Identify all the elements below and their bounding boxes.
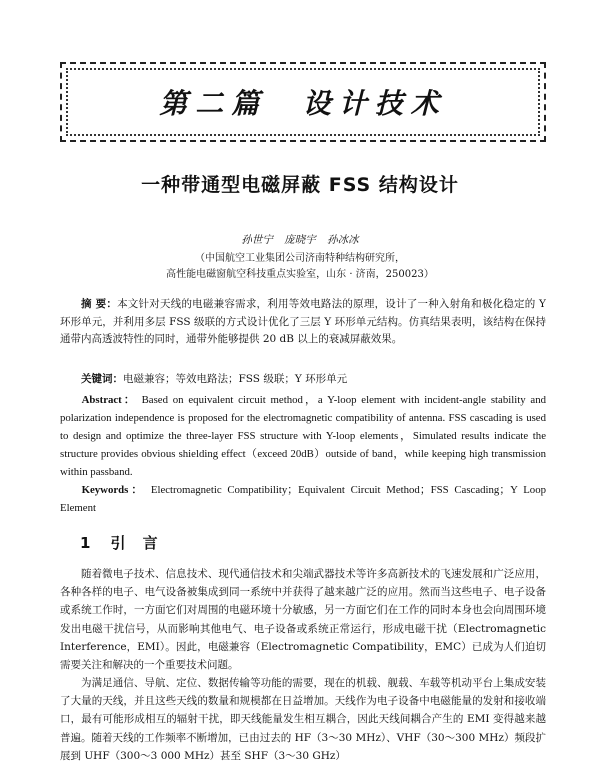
part-banner — [60, 62, 546, 142]
affiliation-line-2: 高性能电磁窗航空科技重点实验室，山东 · 济南，250023） — [166, 269, 434, 280]
abstract-en-text: Based on equivalent circuit method，a Y-loop element with incident-angle stability and polarization independence is proposed for the electromagnetic compatibility of antenna. FSS cascading is used to design and optimize the three-layer FSS structure with Y-loop elements，Simulated results indicate the structure provides obvious shielding effect（exceed 20dB）outside of band，while keeping high transmission within passband. — [60, 394, 547, 478]
section-title: 引 言 — [110, 534, 164, 552]
keywords-en-label: Keywords： — [81, 484, 146, 496]
part-banner-frame — [66, 68, 540, 136]
abstract-cn — [60, 296, 546, 349]
keywords-en-text: Electromagnetic Compatibility；Equivalent Circuit Method；FSS Cascading；Y Loop Element — [60, 484, 546, 514]
keywords-cn — [60, 371, 546, 389]
keywords-cn-text: 电磁兼容；等效电路法；FSS 级联；Y 环形单元 — [123, 373, 348, 385]
paper-title: 一种带通型电磁屏蔽 FSS 结构设计 — [141, 174, 459, 196]
abstract-en — [60, 391, 546, 481]
section-number: 1 — [80, 534, 97, 552]
body-paragraph-1: 随着微电子技术、信息技术、现代通信技术和尖端武器技术等许多高新技术的飞速发展和广泛应用，各种各样的电子、电气设备被集成到同一系统中并获得了越来越广泛的应用。然而当这些电子、电子设备或系统工作时，一方面它们对周围的电磁环境十分敏感，另一方面它们在工作的同时本身也会向周围环境发出电磁干扰信号，从而影响其他电气、电子设备或系统正常运行，形成电磁干扰（Electromagnetic Interference，EMI）。因此，电磁兼容（Electromagnetic Compatibility，EMC）已成为人们迫切需要关注和解决的一个重要技术问题。 — [60, 568, 546, 672]
part-title: 第二篇 设计技术 — [159, 87, 447, 120]
abstract-cn-label: 摘 要： — [81, 298, 118, 310]
abstract-en-label: Abstract： — [81, 394, 137, 406]
keywords-en — [60, 482, 546, 517]
affiliation-line-1: （中国航空工业集团公司济南特种结构研究所， — [195, 253, 405, 264]
keywords-cn-label: 关键词： — [81, 373, 123, 385]
section-heading — [80, 532, 178, 553]
body-paragraph-2: 为满足通信、导航、定位、数据传输等功能的需要，现在的机载、舰载、车载等机动平台上集成安装了大量的天线，并且这些天线的数量和规模都在日益增加。天线作为电子设备中电磁能量的发射和接收端口，最有可能形成相互的辐射干扰，即天线能量发生相互耦合，因此天线间耦合产生的 EMI 变得越来越普遍。随着天线的工作频率不断增加，已由过去的 HF（3～30 MHz）、VHF（30～300 MHz）频段扩展到 UHF（300～3 000 MHz）甚至 SHF（3～30 GHz） — [60, 677, 546, 762]
abstract-cn-text: 本文针对天线的电磁兼容需求，利用等效电路法的原理，设计了一种入射角和极化稳定的 Y 环形单元，并利用多层 FSS 级联的方式设计优化了三层 Y 环形单元结构。仿真结果表明，该结构在保持通带内高透波特性的同时，通带外能够提供 20 dB 以上的衰减屏蔽效果。 — [60, 298, 546, 345]
authors: 孙世宁 庞晓宇 孙冰冰 — [241, 234, 359, 246]
